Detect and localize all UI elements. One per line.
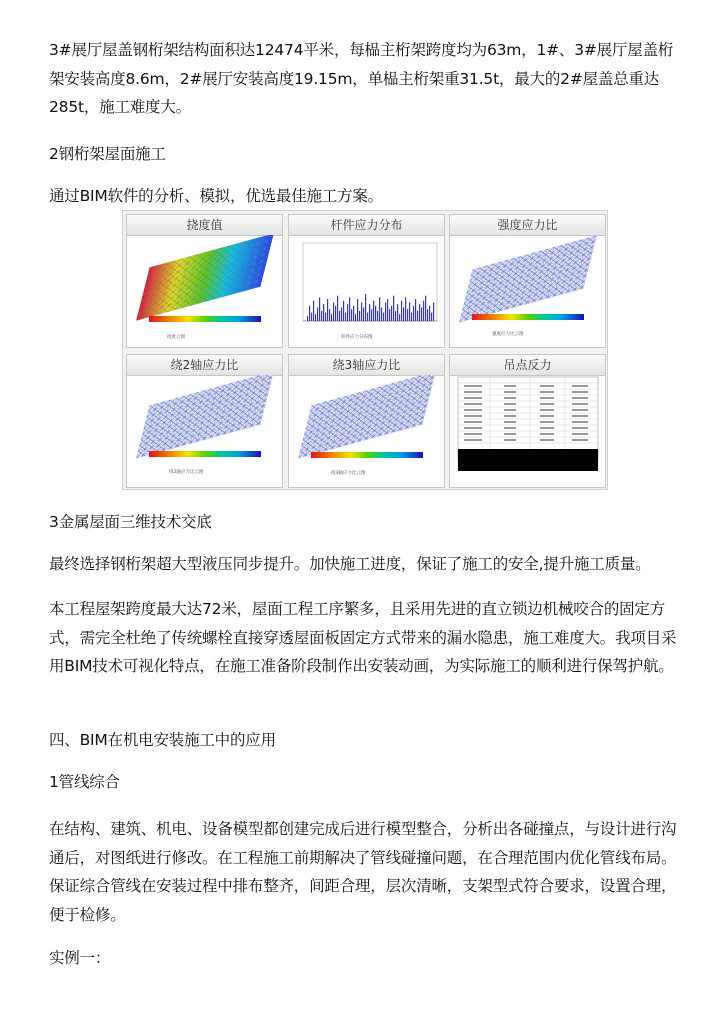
panel-caption: 绕2轴应力比云图 — [169, 470, 204, 475]
stress-bar — [355, 314, 356, 321]
panel-strength-ratio — [449, 214, 606, 348]
stress-bar — [349, 297, 350, 321]
stress-bar — [361, 302, 362, 321]
stress-bar — [397, 304, 398, 321]
stress-bar — [431, 313, 432, 321]
stress-bar — [425, 296, 426, 321]
panel-title: 挠度值 — [127, 215, 282, 236]
stress-bar — [409, 302, 410, 321]
stress-bar — [389, 309, 390, 321]
stress-bar — [315, 314, 316, 321]
panel-caption: 挠度云图 — [167, 335, 185, 340]
stress-bar — [403, 308, 404, 322]
stress-bar — [405, 297, 406, 321]
stress-bar — [391, 306, 392, 321]
stress-bar — [377, 311, 378, 321]
stress-bar — [317, 308, 318, 322]
stress-bar — [353, 306, 354, 321]
panel-title: 吊点反力 — [450, 355, 605, 376]
panel-axis2-ratio — [126, 354, 283, 488]
stress-bar — [321, 311, 322, 321]
stress-bar — [333, 302, 334, 321]
stress-bar — [417, 311, 418, 321]
stress-bar — [319, 297, 320, 321]
stress-bar — [381, 308, 382, 322]
panel-caption: 绕3轴应力比云图 — [331, 471, 366, 476]
stress-bar — [339, 311, 340, 321]
panel-title: 绕3轴应力比 — [289, 355, 444, 376]
panel-caption: 强度应力比云图 — [492, 332, 524, 337]
strength-ratio-image — [450, 235, 605, 347]
paragraph-hydraulic-lifting: 最终选择钢桁架超大型液压同步提升。加快施工进度，保证了施工的安全,提升施工质量。 — [49, 555, 651, 573]
stress-bar — [309, 306, 310, 321]
stress-bar — [325, 313, 326, 321]
paragraph-roof-engineering: 本工程屋架跨度最大达72米，屋面工程工序繁多，且采用先进的直立锁边机械咬合的固定方式，需完全杜绝了传统螺栓直接穿透屋面板固定方式带来的漏水隐患，施工难度大。我项目采用BIM技术可视化特点，在施工准备阶段制作出安装动画，为实际施工的顺利进行保驾护航。 — [49, 600, 677, 675]
panel-deflection — [126, 214, 283, 348]
stress-bar — [341, 308, 342, 322]
panel-title: 绕2轴应力比 — [127, 355, 282, 376]
stress-bar — [369, 304, 370, 321]
stress-bar — [347, 304, 348, 321]
stress-bar — [383, 313, 384, 321]
stress-bar — [327, 299, 328, 321]
stress-bar — [415, 299, 416, 321]
bim-analysis-figure — [122, 210, 608, 490]
stress-bar — [311, 313, 312, 321]
paragraph-bim-analysis: 通过BIM软件的分析、模拟，优选最佳施工方案。 — [49, 187, 383, 205]
heading-metal-roof-briefing: 3金属屋面三维技术交底 — [49, 513, 212, 531]
stress-bar — [359, 311, 360, 321]
axis2-ratio-image — [127, 375, 282, 487]
stress-bar — [399, 314, 400, 321]
panel-member-stress — [288, 214, 445, 348]
stress-bar — [351, 309, 352, 321]
stress-bar — [427, 309, 428, 321]
panel-title: 强度应力比 — [450, 215, 605, 236]
panel-title: 杆件应力分布 — [289, 215, 444, 236]
stress-bar — [387, 299, 388, 321]
stress-bar — [363, 308, 364, 322]
heading-example-one: 实例一： — [49, 949, 111, 967]
stress-bar — [307, 316, 308, 321]
stress-bar — [365, 294, 366, 321]
stress-bar — [343, 301, 344, 321]
stress-bar — [401, 301, 402, 321]
stress-bar — [385, 302, 386, 321]
heading-mep-installation: 四、BIM在机电安装施工中的应用 — [49, 731, 276, 749]
stress-bar — [373, 301, 374, 321]
stress-bar — [393, 296, 394, 321]
stress-bar — [421, 308, 422, 322]
panel-hoist-reaction — [449, 354, 606, 488]
stress-bar — [337, 296, 338, 321]
panel-caption: 杆件应力分布图 — [341, 335, 373, 340]
paragraph-structure-intro: 3#展厅屋盖钢桁架结构面积达12474平米，每榀主桁架跨度均为63m，1#、3#展厅屋盖桁架安装高度8.6m，2#展厅安装高度19.15m，单榀主桁架重31.5t，最大的2#屋盖总重达285t，施工难度大。 — [49, 41, 674, 116]
stress-bar — [331, 314, 332, 321]
stress-bar — [407, 309, 408, 321]
deflection-contour-image — [127, 235, 282, 347]
panel-axis3-ratio — [288, 354, 445, 488]
stress-bar — [367, 313, 368, 321]
stress-bar — [335, 306, 336, 321]
stress-bar — [423, 301, 424, 321]
heading-pipeline-integration: 1管线综合 — [49, 773, 120, 791]
stress-bar — [411, 313, 412, 321]
stress-bar — [323, 304, 324, 321]
axis3-ratio-image — [289, 375, 444, 487]
stress-bar — [313, 301, 314, 321]
stress-bar — [429, 306, 430, 321]
stress-bar — [433, 302, 434, 321]
stress-bar — [419, 304, 420, 321]
stress-bar — [345, 313, 346, 321]
stress-bar — [329, 309, 330, 321]
stress-bar — [357, 299, 358, 321]
stress-bar — [395, 311, 396, 321]
stress-distribution-plot — [289, 235, 444, 347]
paragraph-model-integration: 在结构、建筑、机电、设备模型都创建完成后进行模型整合，分析出各碰撞点，与设计进行沟通后，对图纸进行修改。在工程施工前期解决了管线碰撞问题，在合理范围内优化管线布局。保证综合管线在安装过程中排布整齐，间距合理，层次清晰，支架型式符合要求，设置合理，便于检修。 — [49, 820, 677, 924]
stress-bar — [371, 309, 372, 321]
stress-bar — [375, 306, 376, 321]
reaction-table-image — [450, 375, 605, 487]
heading-truss-roof-construction: 2钢桁架屋面施工 — [49, 145, 166, 163]
stress-bar — [379, 297, 380, 321]
stress-bar — [413, 306, 414, 321]
